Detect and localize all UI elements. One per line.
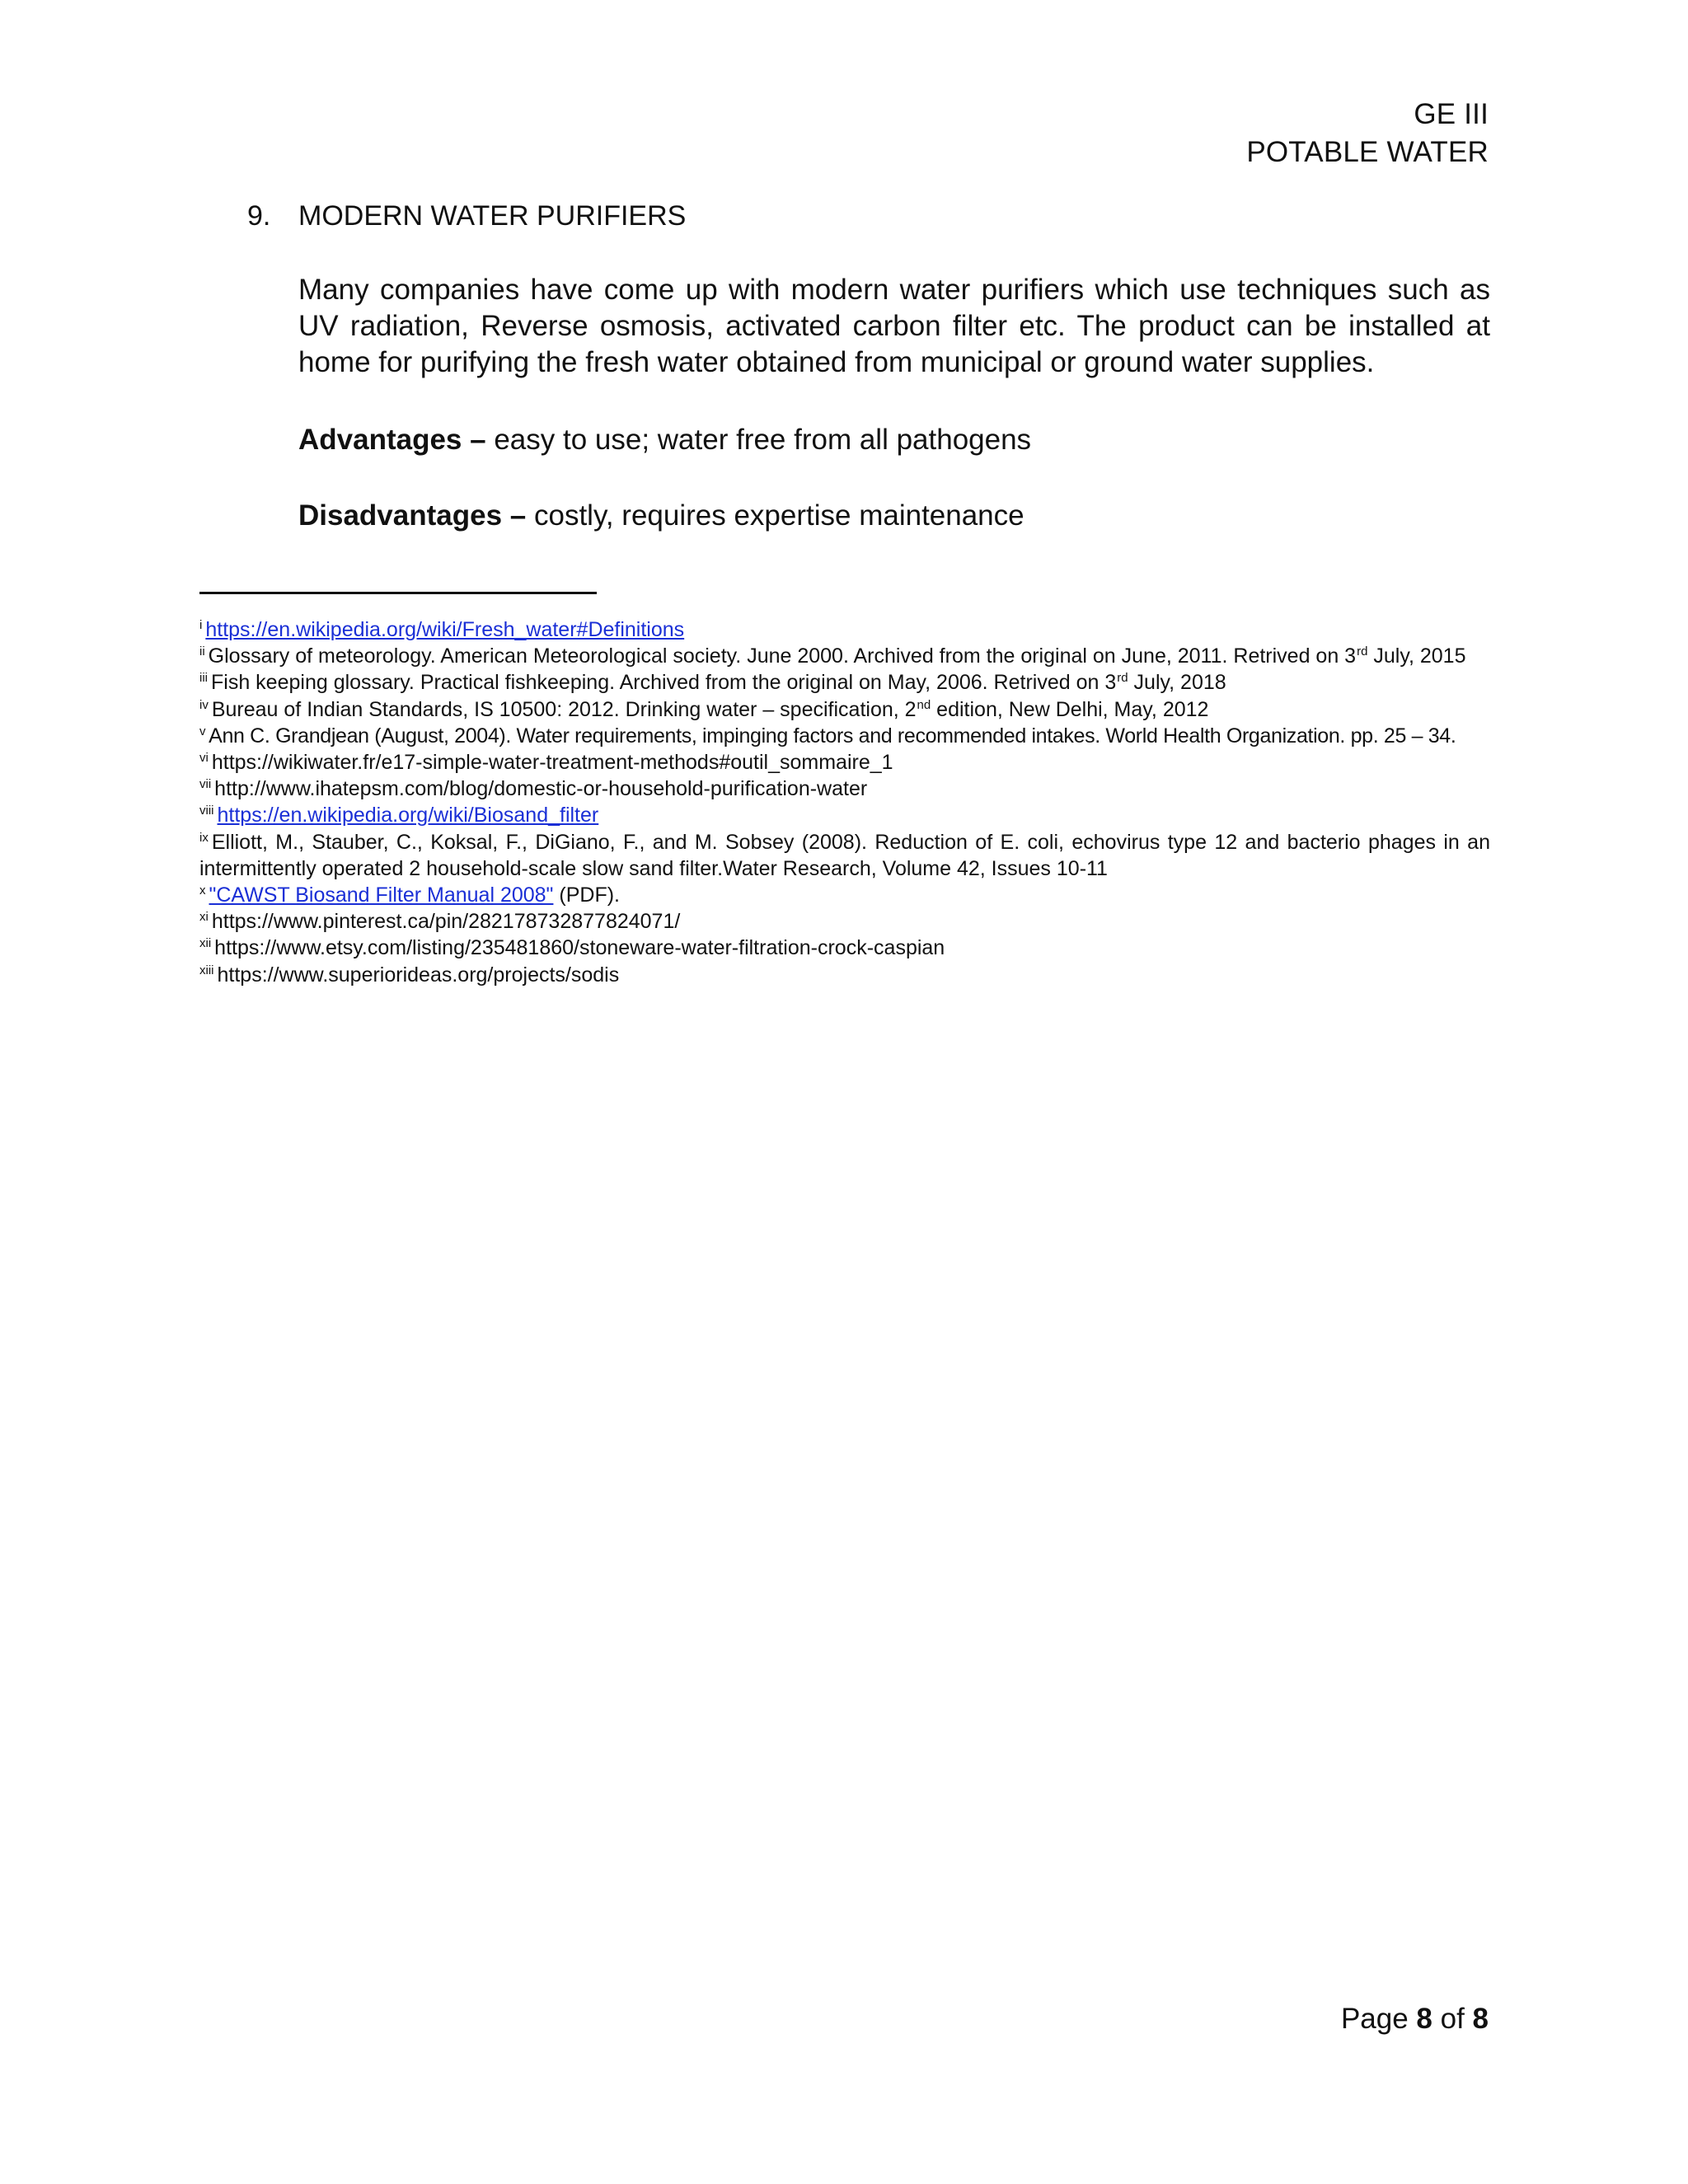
endnote-separator — [199, 592, 597, 594]
endnote-link[interactable]: https://en.wikipedia.org/wiki/Fresh_water#Definitions — [205, 618, 685, 641]
endnote-marker: x — [199, 883, 206, 898]
endnote-marker: xiii — [199, 963, 214, 977]
endnote-7 — [199, 776, 1490, 802]
endnote-8 — [199, 802, 1490, 828]
endnote-text: Elliott, M., Stauber, C., Koksal, F., DiGiano, F., and M. Sobsey (2008). Reduction of E. coli, echovirus type 12 and bacterio phages in an intermittently operated 2 household-scale slow sand filter.Water Research, Volume 42, Issues 10-11 — [199, 830, 1490, 880]
endnote-text: https://www.etsy.com/listing/235481860/stoneware-water-filtration-crock-caspian — [214, 936, 945, 960]
endnote-5 — [199, 723, 1490, 749]
endnote-6 — [199, 749, 1490, 776]
page-header — [1246, 96, 1489, 171]
endnote-link[interactable]: "CAWST Biosand Filter Manual 2008" — [209, 883, 554, 907]
header-course: GE III — [1414, 98, 1489, 130]
endnote-marker: iii — [199, 671, 208, 686]
endnote-marker: iv — [199, 697, 209, 712]
advantages-line — [298, 422, 1490, 458]
endnote-marker: vii — [199, 777, 212, 792]
endnote-12 — [199, 935, 1490, 961]
section-paragraph: Many companies have come up with modern water purifiers which use techniques such as UV radiation, Reverse osmosis, activated carbon filter etc. The product can be installed at home for purifying the fresh water obtained from municipal or ground water supplies. — [298, 274, 1490, 378]
endnote-1 — [199, 616, 1490, 643]
page-number — [1341, 2001, 1489, 2037]
section-heading — [247, 198, 686, 234]
endnote-link[interactable]: https://en.wikipedia.org/wiki/Biosand_filter — [217, 804, 599, 827]
section-number: 9. — [247, 200, 271, 232]
endnote-text: http://www.ihatepsm.com/blog/domestic-or-household-purification-water — [214, 777, 868, 801]
endnote-marker: i — [199, 618, 203, 632]
of-word: of — [1432, 2003, 1473, 2035]
endnote-text: https://www.pinterest.ca/pin/282178732877824071/ — [211, 910, 681, 934]
page-word: Page — [1340, 2003, 1417, 2035]
endnotes-list — [199, 616, 1490, 988]
endnote-text: https://www.superiorideas.org/projects/sodis — [217, 963, 620, 987]
endnote-tail: edition, New Delhi, May, 2012 — [931, 697, 1209, 721]
endnote-tail: July, 2018 — [1128, 671, 1226, 695]
endnote-marker: viii — [199, 804, 214, 818]
ordinal-suffix: rd — [1357, 644, 1368, 659]
advantages-label: Advantages – — [298, 424, 486, 456]
endnote-4 — [199, 696, 1490, 723]
endnote-text: Bureau of Indian Standards, IS 10500: 2012. Drinking water – specification, 2 — [211, 697, 917, 721]
endnote-marker: v — [199, 724, 206, 738]
disadvantages-text: costly, requires expertise maintenance — [526, 499, 1025, 532]
endnote-text: Fish keeping glossary. Practical fishkeeping. Archived from the original on May, 2006. Retrived on 3 — [211, 671, 1117, 695]
endnote-marker: xi — [199, 910, 209, 925]
endnote-marker: ii — [199, 644, 205, 659]
endnote-tail: (PDF). — [553, 883, 620, 907]
endnote-11 — [199, 908, 1490, 935]
endnote-marker: xii — [199, 936, 212, 951]
advantages-text: easy to use; water free from all pathogens — [485, 424, 1032, 456]
endnote-13 — [199, 962, 1490, 988]
endnote-2 — [199, 643, 1490, 669]
endnote-10 — [199, 882, 1490, 908]
ordinal-suffix: rd — [1117, 671, 1128, 686]
endnote-marker: ix — [199, 830, 209, 845]
disadvantages-label: Disadvantages – — [298, 499, 527, 532]
disadvantages-line — [298, 498, 1490, 534]
header-topic: POTABLE WATER — [1246, 136, 1489, 168]
endnote-text: Glossary of meteorology. American Meteorological society. June 2000. Archived from the original on June, 2011. Retrived on 3 — [208, 644, 1357, 668]
total-pages: 8 — [1472, 2003, 1489, 2035]
ordinal-suffix: nd — [917, 697, 931, 712]
current-page: 8 — [1416, 2003, 1432, 2035]
endnote-text: Ann C. Grandjean (August, 2004). Water requirements, impinging factors and recommended intakes. World Health Organization. pp. 25 – 34. — [209, 724, 1456, 748]
section-title: MODERN WATER PURIFIERS — [298, 200, 687, 232]
endnote-tail: July, 2015 — [1367, 644, 1466, 668]
endnote-9 — [199, 829, 1490, 882]
endnote-text: https://wikiwater.fr/e17-simple-water-treatment-methods#outil_sommaire_1 — [211, 751, 893, 775]
endnote-3 — [199, 669, 1490, 696]
endnote-marker: vi — [199, 751, 209, 766]
